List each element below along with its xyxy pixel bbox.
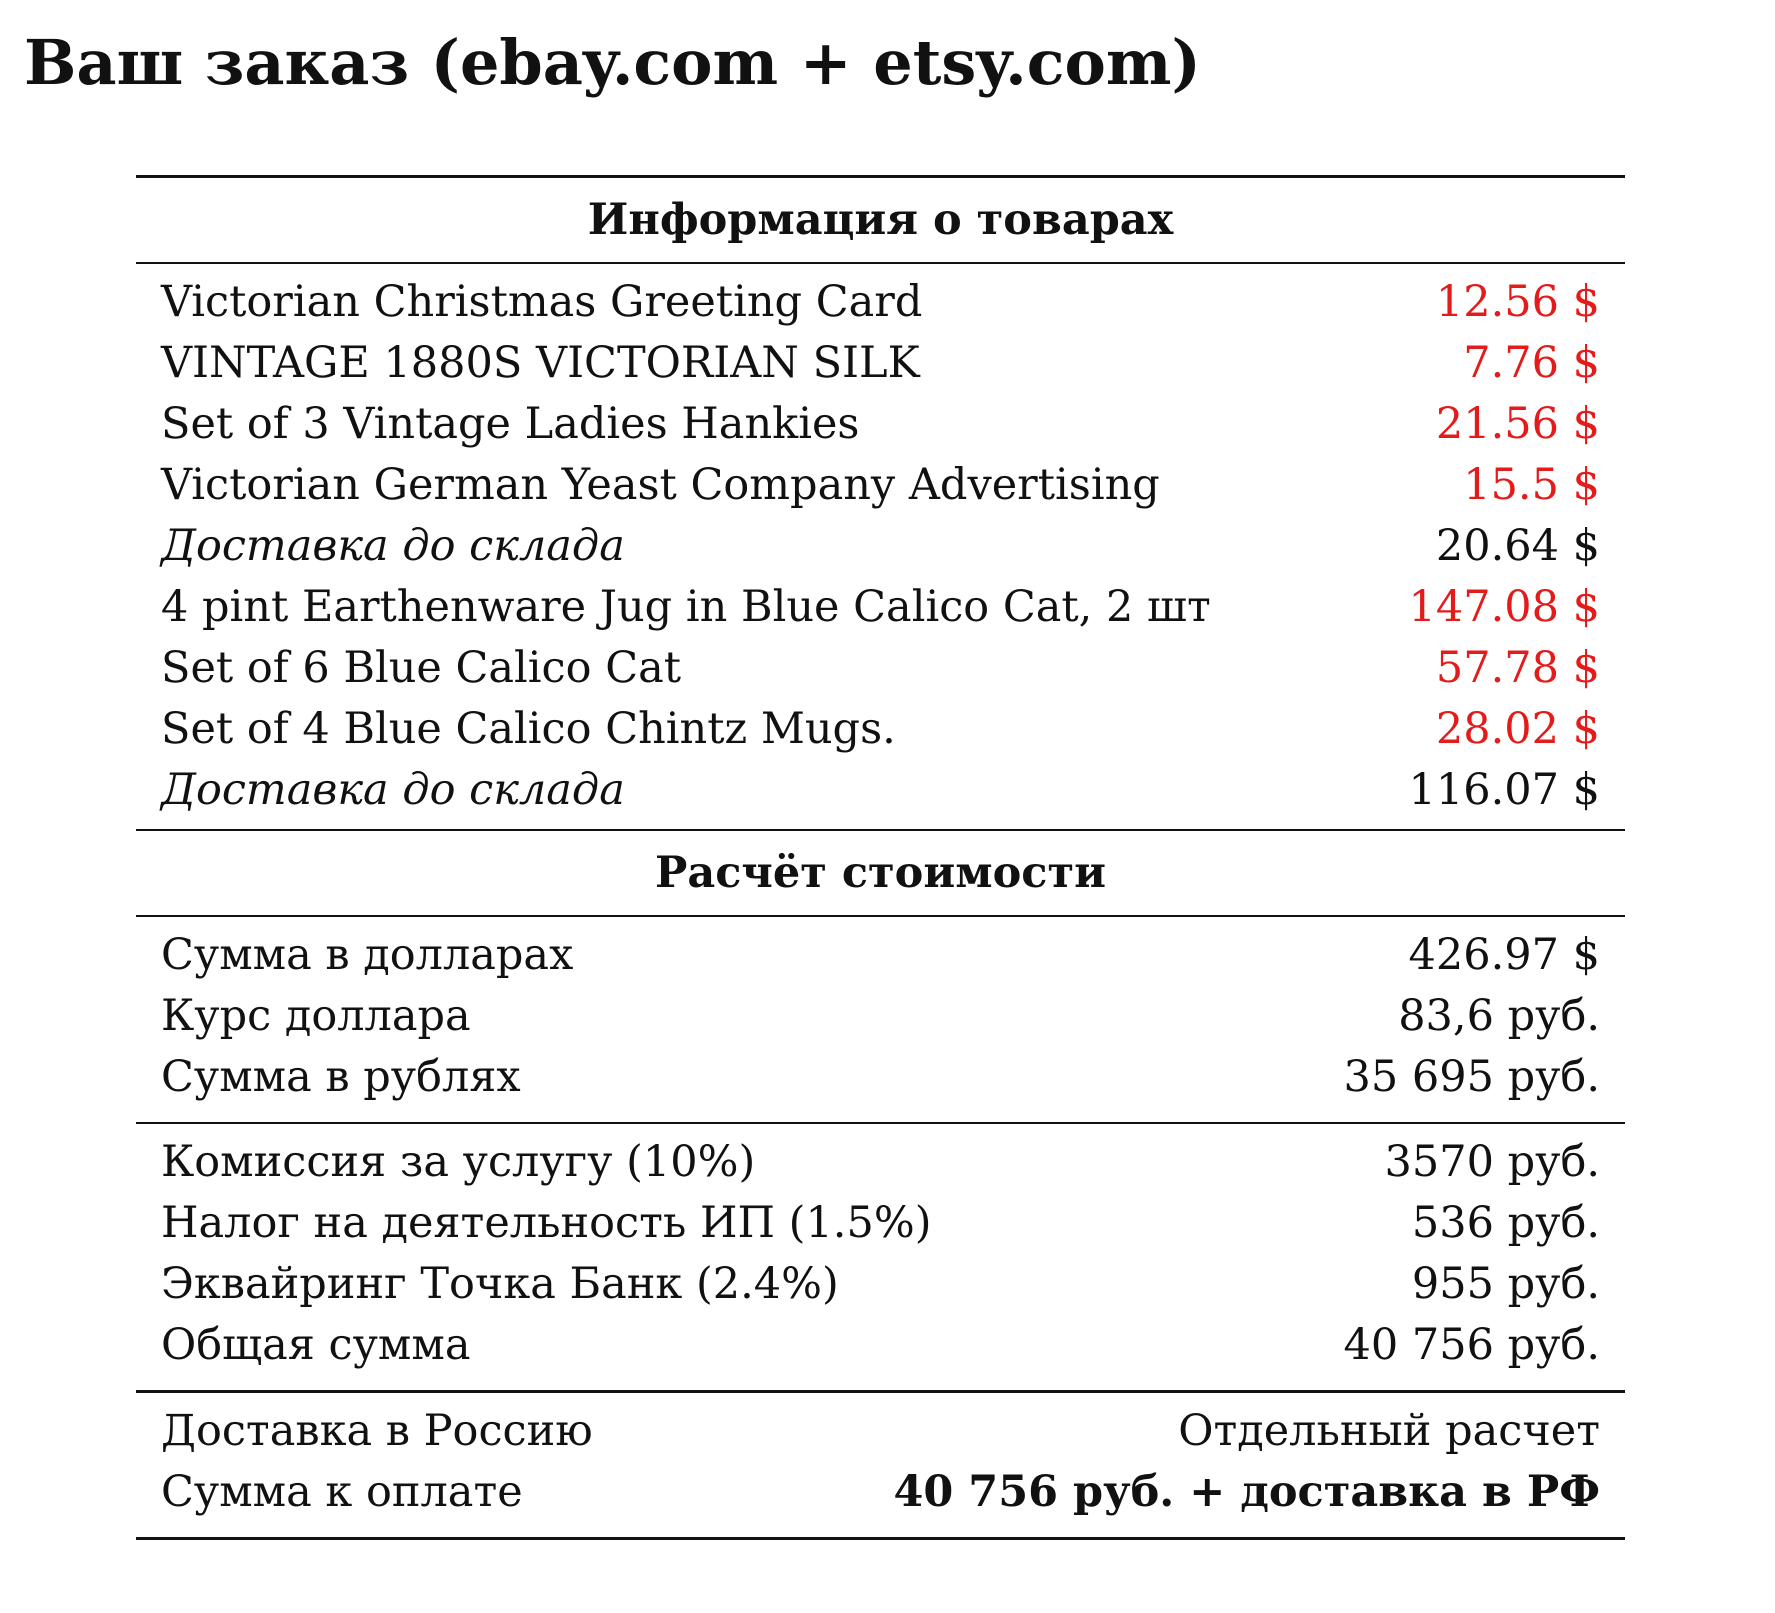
- items-list: [136, 264, 1625, 829]
- acquiring-label: Эквайринг Точка Банк (2.4%): [161, 1259, 839, 1309]
- item-row: [161, 577, 1600, 638]
- items-section-heading: Информация о товарах: [587, 195, 1174, 245]
- item-row: [161, 272, 1600, 333]
- item-row: [161, 699, 1600, 760]
- item-row: [161, 638, 1600, 699]
- item-row: [161, 455, 1600, 516]
- delivery-russia-value: Отдельный расчет: [1178, 1406, 1600, 1456]
- total-value: 40 756 руб.: [1343, 1320, 1600, 1370]
- delivery-russia-row: [161, 1401, 1600, 1462]
- item-name: Set of 6 Blue Calico Cat: [161, 643, 682, 693]
- exchange-rate-value: 83,6 руб.: [1398, 991, 1600, 1041]
- item-price: 147.08 $: [1408, 582, 1600, 632]
- total-row: [161, 1315, 1600, 1376]
- bottom-rule: [136, 1537, 1625, 1540]
- amount-payable-row: [161, 1462, 1600, 1523]
- warehouse-shipping-price: 116.07 $: [1408, 765, 1600, 815]
- warehouse-shipping-row: [161, 760, 1600, 821]
- amount-payable-value: 40 756 руб. + доставка в РФ: [893, 1467, 1600, 1517]
- acquiring-value: 955 руб.: [1411, 1259, 1600, 1309]
- acquiring-row: [161, 1254, 1600, 1315]
- item-price: 28.02 $: [1435, 704, 1600, 754]
- item-price: 57.78 $: [1435, 643, 1600, 693]
- commission-value: 3570 руб.: [1384, 1137, 1600, 1187]
- exchange-rate-label: Курс доллара: [161, 991, 471, 1041]
- calc-section-heading: Расчёт стоимости: [655, 848, 1106, 898]
- item-row: [161, 333, 1600, 394]
- tax-value: 536 руб.: [1411, 1198, 1600, 1248]
- item-name: Set of 3 Vintage Ladies Hankies: [161, 399, 860, 449]
- item-name: Victorian German Yeast Company Advertising: [161, 460, 1160, 510]
- item-name: 4 pint Earthenware Jug in Blue Calico Cat, 2 шт: [161, 582, 1211, 632]
- item-price: 7.76 $: [1463, 338, 1600, 388]
- conversion-group: [136, 917, 1625, 1122]
- tax-row: [161, 1193, 1600, 1254]
- sum-usd-value: 426.97 $: [1408, 930, 1600, 980]
- item-price: 21.56 $: [1435, 399, 1600, 449]
- fees-group: [136, 1124, 1625, 1390]
- warehouse-shipping-price: 20.64 $: [1435, 521, 1600, 571]
- warehouse-shipping-row: [161, 516, 1600, 577]
- page-title: Ваш заказ (ebay.com + etsy.com): [24, 26, 1201, 99]
- delivery-russia-label: Доставка в Россию: [161, 1406, 593, 1456]
- item-name: Victorian Christmas Greeting Card: [161, 277, 923, 327]
- sum-rub-row: [161, 1047, 1600, 1108]
- item-name: VINTAGE 1880S VICTORIAN SILK: [161, 338, 920, 388]
- item-row: [161, 394, 1600, 455]
- commission-label: Комиссия за услугу (10%): [161, 1137, 756, 1187]
- item-price: 15.5 $: [1463, 460, 1600, 510]
- tax-label: Налог на деятельность ИП (1.5%): [161, 1198, 932, 1248]
- final-group: [136, 1393, 1625, 1537]
- sum-usd-row: [161, 925, 1600, 986]
- warehouse-shipping-label: Доставка до склада: [161, 521, 625, 571]
- warehouse-shipping-label: Доставка до склада: [161, 765, 625, 815]
- item-price: 12.56 $: [1435, 277, 1600, 327]
- order-table: [136, 175, 1625, 1540]
- exchange-rate-row: [161, 986, 1600, 1047]
- item-name: Set of 4 Blue Calico Chintz Mugs.: [161, 704, 896, 754]
- sum-usd-label: Сумма в долларах: [161, 930, 574, 980]
- sum-rub-label: Сумма в рублях: [161, 1052, 521, 1102]
- total-label: Общая сумма: [161, 1320, 471, 1370]
- sum-rub-value: 35 695 руб.: [1343, 1052, 1600, 1102]
- commission-row: [161, 1132, 1600, 1193]
- amount-payable-label: Сумма к оплате: [161, 1467, 523, 1517]
